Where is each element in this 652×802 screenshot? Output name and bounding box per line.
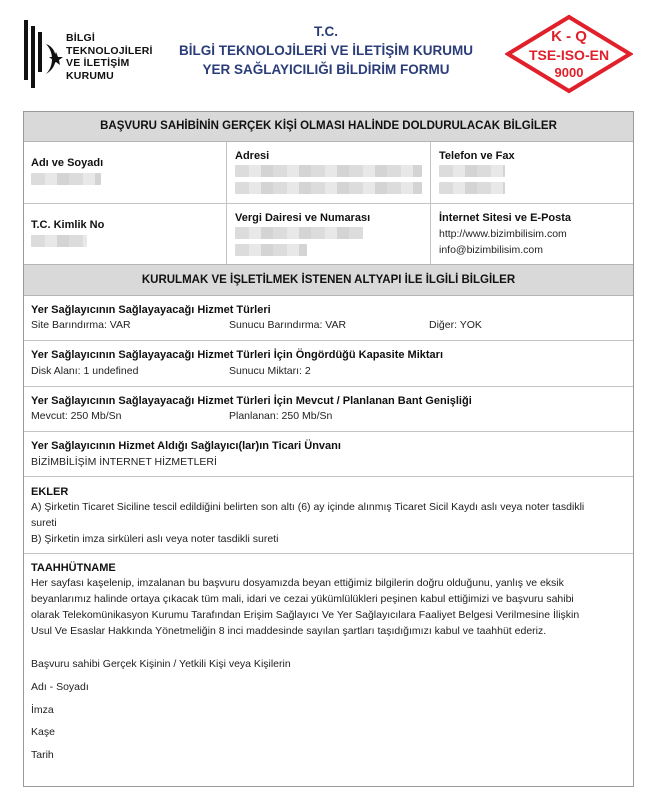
commitment-title: TAAHHÜTNAME <box>31 562 116 574</box>
current-bandwidth-value: Mevcut: 250 Mb/Sn <box>31 410 122 422</box>
tc-id-label: T.C. Kimlik No <box>31 219 105 231</box>
commitment-text <box>31 575 631 639</box>
disk-value: Disk Alanı: 1 undefined <box>31 365 139 377</box>
attachments-list <box>31 499 629 547</box>
other-value: Diğer: YOK <box>429 319 482 331</box>
capacity-label: Yer Sağlayıcının Sağlayayacağı Hizmet Türleri İçin Öngördüğü Kapasite Miktarı <box>31 349 444 361</box>
logo-line: TEKNOLOJİLERİ <box>66 44 153 57</box>
row-divider <box>24 386 633 387</box>
row-divider <box>24 431 633 432</box>
date-field: Tarih <box>31 749 54 761</box>
kq-certification-logo <box>505 14 633 94</box>
signature-field: İmza <box>31 704 54 716</box>
upstream-provider-value: BİZİMBİLİŞİM İNTERNET HİZMETLERİ <box>31 456 217 468</box>
address-label: Adresi <box>235 150 270 162</box>
btk-emblem-icon <box>22 18 66 90</box>
name-surname-field: Adı - Soyadı <box>31 681 89 693</box>
commitment-line: Usul Ve Esaslar Hakkında Yönetmeliğin 8 inci maddesinde sayılan şartları taşıdığımızı kabul ve taahhüt ederiz. <box>31 625 547 637</box>
tax-office-label: Vergi Dairesi ve Numarası <box>235 212 371 224</box>
planned-bandwidth-value: Planlanan: 250 Mb/Sn <box>229 410 333 422</box>
cert-line-1: K - Q <box>551 28 587 45</box>
server-count-value: Sunucu Miktarı: 2 <box>229 365 311 377</box>
title-line: YER SAĞLAYICILIĞI BİLDİRİM FORMU <box>202 62 450 77</box>
title-line: BİLGİ TEKNOLOJİLERİ VE İLETİŞİM KURUMU <box>178 43 473 58</box>
phone-value-redacted <box>439 165 505 177</box>
tax-number-value-redacted <box>235 244 307 256</box>
tc-id-value-redacted <box>31 235 87 247</box>
upstream-provider-label: Yer Sağlayıcının Hizmet Aldığı Sağlayıcı(lar)ın Ticari Ünvanı <box>31 440 341 452</box>
server-hosting-value: Sunucu Barındırma: VAR <box>229 319 347 331</box>
title-line: T.C. <box>313 24 338 39</box>
row-divider <box>24 203 633 204</box>
logo-line: BİLGİ <box>66 32 95 44</box>
name-value-redacted <box>31 173 101 185</box>
section-header-infrastructure: KURULMAK VE İŞLETİLMEK İSTENEN ALTYAPI İLE İLGİLİ BİLGİLER <box>24 264 633 296</box>
logo-line: KURUMU <box>66 69 114 82</box>
address-value-redacted <box>235 165 422 177</box>
services-label: Yer Sağlayıcının Sağlayayacağı Hizmet Türleri <box>31 304 271 316</box>
logo-line: VE İLETİŞİM <box>66 57 130 69</box>
notification-form <box>23 111 634 787</box>
website-email-label: İnternet Sitesi ve E-Posta <box>439 212 572 224</box>
kq-diamond-icon <box>505 14 633 94</box>
attachment-item-b: B) Şirketin imza sirküleri aslı veya noter tasdikli sureti <box>31 533 279 545</box>
name-label: Adı ve Soyadı <box>31 157 104 169</box>
commitment-line: Her sayfası kaşelenip, imzalanan bu başvuru dosyamızda beyan ettiğimiz bilgilerin doğru olduğunu, yanlış ve eksik <box>31 577 564 589</box>
row-divider <box>24 553 633 554</box>
commitment-line: beyanlarımız halinde ortaya çıkacak tüm mali, idari ve cezai yükümlülükleri peşinen kabul ettiğimizi ve başvuru sahibi <box>31 593 574 605</box>
form-title <box>170 22 482 79</box>
email-value: info@bizimbilisim.com <box>439 244 544 256</box>
attachment-item-a: A) Şirketin Ticaret Siciline tescil edildiğini belirten son altı (6) ay içinde alınmış Ticaret Sicil Kaydı aslı veya noter tasdikli <box>31 501 585 513</box>
fax-value-redacted <box>439 182 505 194</box>
section-header-applicant: BAŞVURU SAHİBİNİN GERÇEK KİŞİ OLMASI HALİNDE DOLDURULACAK BİLGİLER <box>24 112 633 142</box>
address-value-redacted <box>235 182 422 194</box>
commitment-line: olarak Telekomünikasyon Kurumu Tarafından Erişim Sağlayıcı Ve Yer Sağlayıcılara Faaliyet Belgesi Verilmesine İlişkin <box>31 609 580 621</box>
btk-logo <box>22 18 172 90</box>
cert-line-3: 9000 <box>554 65 584 80</box>
row-divider <box>24 476 633 477</box>
stamp-field: Kaşe <box>31 726 55 738</box>
phone-fax-label: Telefon ve Fax <box>439 150 515 162</box>
cert-line-2: TSE-ISO-EN <box>528 47 610 63</box>
applicant-text: Başvuru sahibi Gerçek Kişinin / Yetkili Kişi veya Kişilerin <box>31 658 291 670</box>
website-value: http://www.bizimbilisim.com <box>439 228 567 240</box>
row-divider <box>24 340 633 341</box>
attachment-item-a-cont: sureti <box>31 517 57 529</box>
bandwidth-label: Yer Sağlayıcının Sağlayayacağı Hizmet Türleri İçin Mevcut / Planlanan Bant Genişliği <box>31 395 472 407</box>
tax-office-value-redacted <box>235 227 363 239</box>
attachments-title: EKLER <box>31 486 69 498</box>
site-hosting-value: Site Barındırma: VAR <box>31 319 131 331</box>
